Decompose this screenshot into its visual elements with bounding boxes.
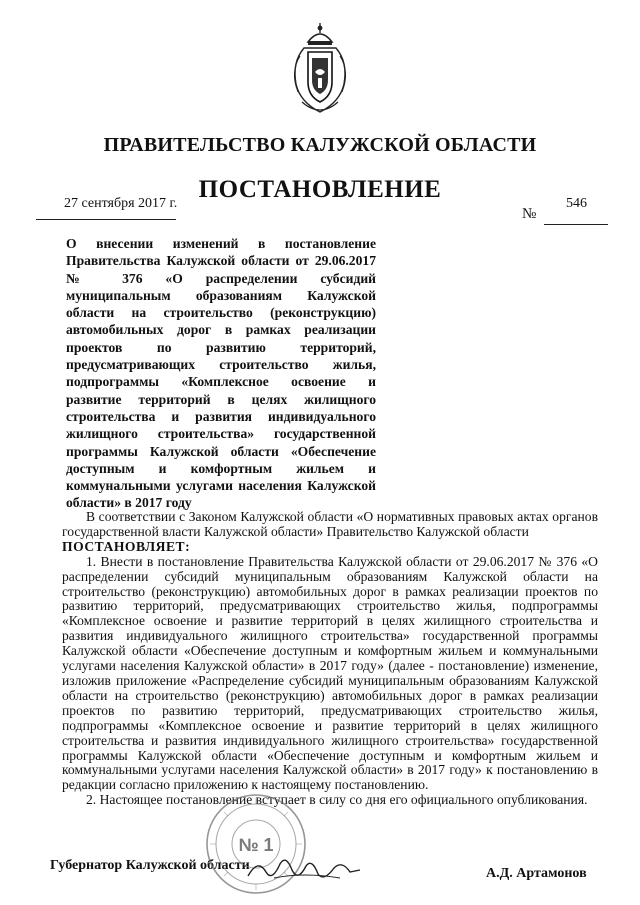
number-prefix: № [522,206,537,222]
item-2-paragraph: 2. Настоящее постановление вступает в силу со дня его официального опубликования. [86,792,588,808]
stamp-number: № 1 [238,835,274,855]
signer-title: Губернатор Калужской области [50,858,250,873]
preamble-paragraph: В соответствии с Законом Калужской области «О нормативных правовых актах органов государственной власти Калужской области» Правительство Калужской области [62,509,598,539]
coat-of-arms-icon [288,22,352,118]
signer-name: А.Д. Артамонов [486,866,587,881]
item-1-paragraph: 1. Внести в постановление Правительства Калужской области от 29.06.2017 № 376 «О распределении субсидий муниципальным образованиям Калужской области на строительство (реконструкцию) автомобильных дорог в рамках реализации проектов по развитию территорий, предусматривающих строительство жилья, подпрограммы «Комплексное освоение и развитие территорий в целях жилищного строительства и развития индивидуального жилищного строительства» государственной программы Калужской области «Обеспечение доступным и комфортным жильем и коммунальными услугами населения Калужской области» в 2017 году» (далее - постановление) изменение, изложив приложение «Распределение субсидий муниципальным образованиям Калужской области на строительство (реконструкцию) автомобильных дорог в рамках реализации проектов по развитию территорий, предусматривающих строительство жилья, подпрограммы «Комплексное освоение и развитие территорий в целях жилищного строительства и развития индивидуального жилищного строительства» государственной программы Калужской области «Обеспечение доступным и комфортным жильем и коммунальными услугами населения Калужской области» в 2017 году» к постановлению в редакции согласно приложению к настоящему постановлению. [62,553,598,793]
number-underline [544,224,608,225]
document-type-heading: ПОСТАНОВЛЕНИЕ [198,176,442,203]
handwritten-signature-icon [244,852,364,886]
organization-name: ПРАВИТЕЛЬСТВО КАЛУЖСКОЙ ОБЛАСТИ [103,134,537,156]
decree-word: ПОСТАНОВЛЯЕТ: [62,538,191,554]
date-underline [36,219,176,220]
document-number: 546 [566,196,587,211]
document-body [62,510,598,808]
document-date: 27 сентября 2017 г. [64,196,178,211]
document-subject: О внесении изменений в постановление Правительства Калужской области от 29.06.2017 № 376 «О распределении субсидий муниципальным образованиям Калужской области на строительство (реконструкцию) автомобильных дорог в рамках реализации проектов по развитию территорий, предусматривающих строительство жилья, подпрограммы «Комплексное освоение и развитие территорий в целях жилищного строительства и развития индивидуального жилищного строительства» государственной программы Калужской области «Обеспечение доступным и комфортным жильем и коммунальными услугами населения Калужской области» в 2017 году [66,236,376,511]
